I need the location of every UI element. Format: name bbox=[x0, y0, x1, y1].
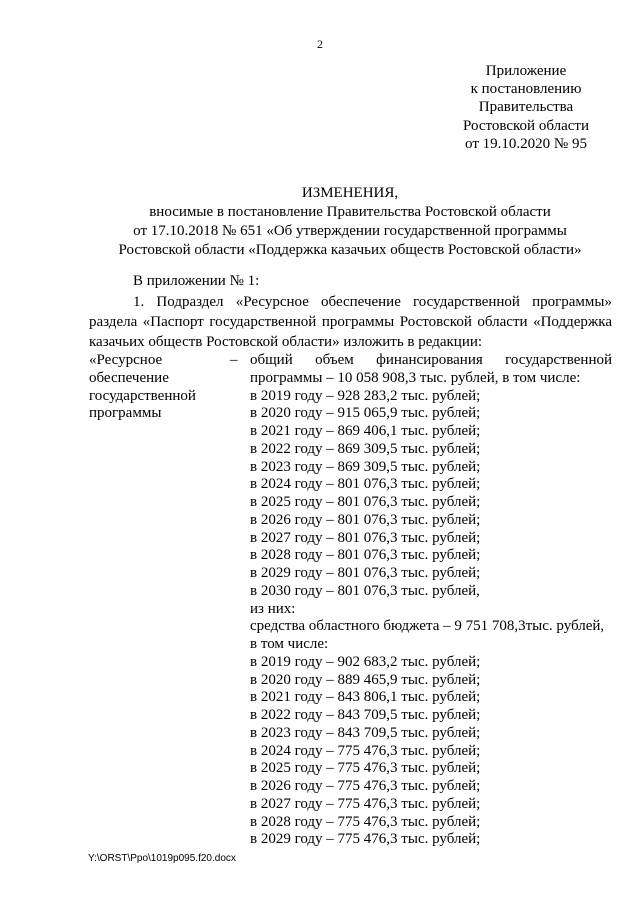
document-title bbox=[100, 184, 600, 260]
year-amount-line: в 2027 году – 801 076,3 тыс. рублей; bbox=[250, 529, 481, 546]
year-amount-line: в 2024 году – 801 076,3 тыс. рублей; bbox=[250, 476, 481, 493]
year-amount-line: в 2022 году – 843 709,5 тыс. рублей; bbox=[250, 707, 481, 723]
resource-label-line: программы bbox=[89, 405, 162, 422]
year-amount-line: в 2026 году – 801 076,3 тыс. рублей; bbox=[250, 511, 481, 528]
regional-budget-line: в том числе: bbox=[250, 636, 329, 652]
year-amount-line: в 2029 году – 801 076,3 тыс. рублей; bbox=[250, 565, 481, 581]
appendix-line: к постановлению bbox=[470, 81, 582, 98]
resource-label bbox=[89, 352, 219, 423]
year-amount-line: в 2030 году – 801 076,3 тыс. рублей, bbox=[250, 582, 480, 599]
regional-by-year bbox=[250, 654, 612, 849]
year-amount-line: в 2021 году – 843 806,1 тыс. рублей; bbox=[250, 689, 481, 706]
funding-lead: общий объем финансирования государственной bbox=[250, 352, 612, 368]
title-heading: ИЗМЕНЕНИЯ, bbox=[301, 185, 399, 201]
year-amount-line: в 2029 году – 775 476,3 тыс. рублей; bbox=[250, 831, 481, 848]
regional-budget-line: средства областного бюджета – 9 751 708,3тыс. рублей, bbox=[250, 618, 605, 635]
year-amount-line: в 2023 году – 869 309,5 тыс. рублей; bbox=[250, 458, 481, 475]
year-amount-line: в 2028 году – 775 476,3 тыс. рублей; bbox=[250, 813, 481, 830]
year-amount-line: в 2025 году – 801 076,3 тыс. рублей; bbox=[250, 494, 481, 510]
year-amount-line: в 2019 году – 902 683,2 тыс. рублей; bbox=[250, 653, 481, 670]
title-subtitle-line: Ростовской области «Поддержка казачьих обществ Ростовской области» bbox=[118, 242, 582, 258]
year-amount-line: в 2025 году – 775 476,3 тыс. рублей; bbox=[250, 760, 481, 777]
file-path-footer: Y:\ORST\Ppo\1019p095.f20.docx bbox=[88, 853, 236, 864]
year-amount-line: в 2028 году – 801 076,3 тыс. рублей; bbox=[250, 547, 481, 564]
year-amount-line: в 2020 году – 889 465,9 тыс. рублей; bbox=[250, 671, 481, 688]
year-amount-line: в 2020 году – 915 065,9 тыс. рублей; bbox=[250, 405, 481, 422]
year-amount-line: в 2022 году – 869 309,5 тыс. рублей; bbox=[250, 440, 481, 457]
funding-list bbox=[250, 352, 612, 849]
dash-separator: – bbox=[230, 352, 238, 368]
paragraph-line: раздела «Паспорт государственной программы Ростовской области «Поддержка bbox=[89, 314, 612, 330]
resource-label-line: «Ресурсное bbox=[89, 352, 163, 368]
paragraph-line: 1. Подраздел «Ресурсное обеспечение государственной программы» bbox=[133, 294, 612, 310]
resource-label-line: государственной bbox=[89, 387, 196, 404]
resource-label-line: обеспечение bbox=[89, 369, 169, 386]
appendix-line: Приложение bbox=[485, 63, 567, 79]
total-by-year bbox=[250, 388, 612, 601]
title-subtitle-line: вносимые в постановление Правительства Ростовской области bbox=[149, 204, 551, 220]
year-amount-line: в 2027 году – 775 476,3 тыс. рублей; bbox=[250, 795, 481, 812]
funding-lead: программы – 10 058 908,3 тыс. рублей, в том числе: bbox=[250, 369, 581, 386]
appendix-line: Ростовской области bbox=[463, 117, 589, 134]
year-amount-line: в 2021 году – 869 406,1 тыс. рублей; bbox=[250, 423, 481, 439]
of-which: из них: bbox=[250, 600, 296, 617]
paragraph-line: казачьих обществ Ростовской области» изложить в редакции: bbox=[89, 334, 483, 350]
year-amount-line: в 2024 году – 775 476,3 тыс. рублей; bbox=[250, 742, 481, 759]
paragraph-1 bbox=[89, 292, 612, 352]
intro-text: В приложении № 1: bbox=[133, 273, 260, 289]
appendix-line: Правительства bbox=[478, 99, 574, 116]
year-amount-line: в 2019 году – 928 283,2 тыс. рублей; bbox=[250, 387, 481, 404]
year-amount-line: в 2026 году – 775 476,3 тыс. рублей; bbox=[250, 778, 481, 794]
title-subtitle-line: от 17.10.2018 № 651 «Об утверждении государственной программы bbox=[133, 223, 567, 239]
page-number: 2 bbox=[317, 37, 323, 51]
appendix-line: от 19.10.2020 № 95 bbox=[465, 135, 587, 152]
appendix-block bbox=[440, 62, 612, 153]
year-amount-line: в 2023 году – 843 709,5 тыс. рублей; bbox=[250, 724, 481, 741]
